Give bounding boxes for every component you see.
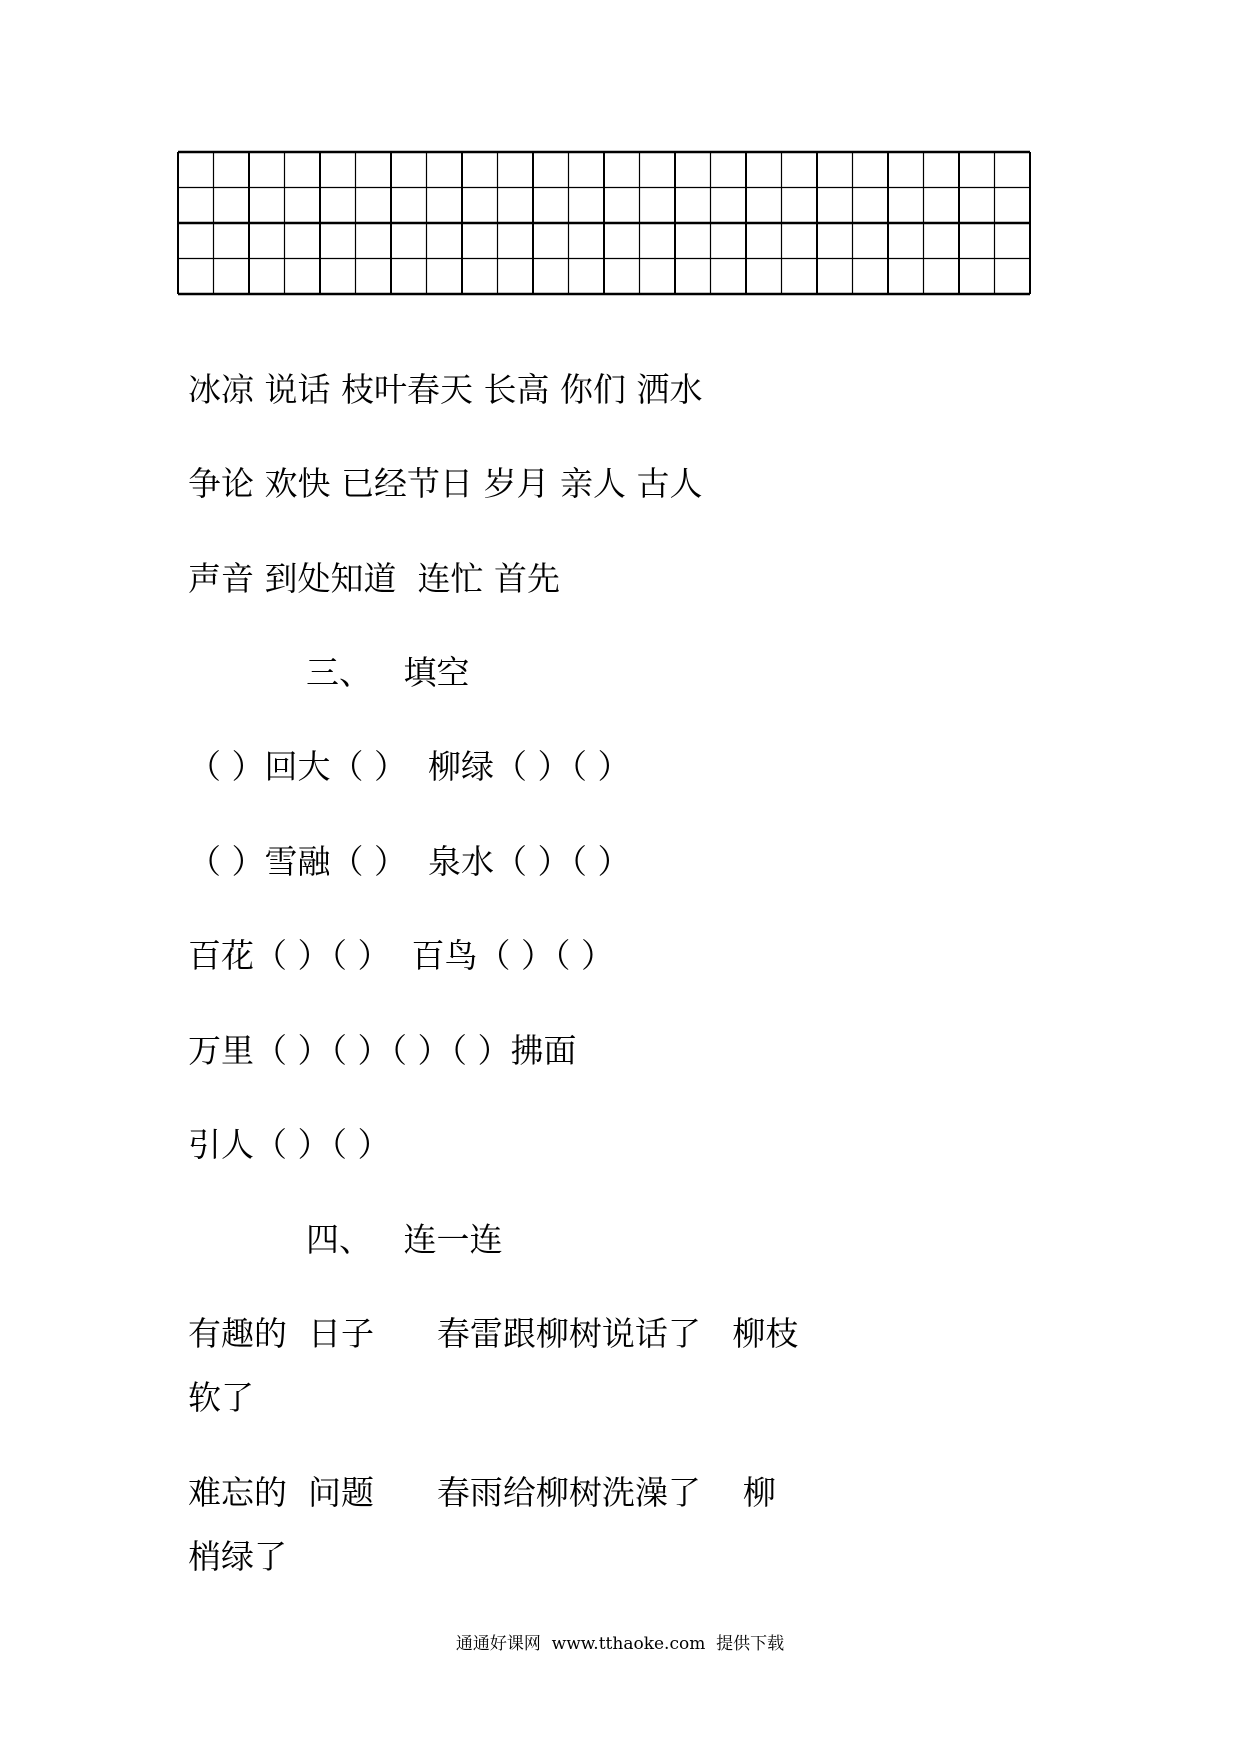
fill-line-3: 百花（ ）（ ） 百鸟（ ）（ ） [188,936,614,975]
match-row-1: 有趣的 日子 春雷跟柳树说话了 柳枝 [188,1314,799,1353]
vocab-line-3: 声音 到处知道 连忙 首先 [188,559,560,598]
section-4-title: 四、 连一连 [306,1220,503,1259]
vocab-line-1: 冰凉 说话 枝叶春天 长高 你们 洒水 [188,370,703,409]
writing-grid [176,150,1032,296]
match-row-2-continued: 梢绿了 [188,1537,287,1576]
fill-line-5: 引人（ ）（ ） [188,1125,391,1164]
fill-line-2: （ ）雪融（ ） 泉水（ ）（ ） [188,842,631,881]
match-row-1-continued: 软了 [188,1378,254,1417]
fill-line-1: （ ）回大（ ） 柳绿（ ）（ ） [188,747,631,786]
section-3-title: 三、 填空 [306,653,470,692]
page-footer: 通通好课网 www.tthaoke.com 提供下载 [455,1634,785,1654]
vocab-line-2: 争论 欢快 已经节日 岁月 亲人 古人 [188,464,703,503]
fill-line-4: 万里（ ）（ ）（ ）（ ）拂面 [188,1031,577,1070]
match-row-2: 难忘的 问题 春雨给柳树洗澡了 柳 [188,1473,776,1512]
